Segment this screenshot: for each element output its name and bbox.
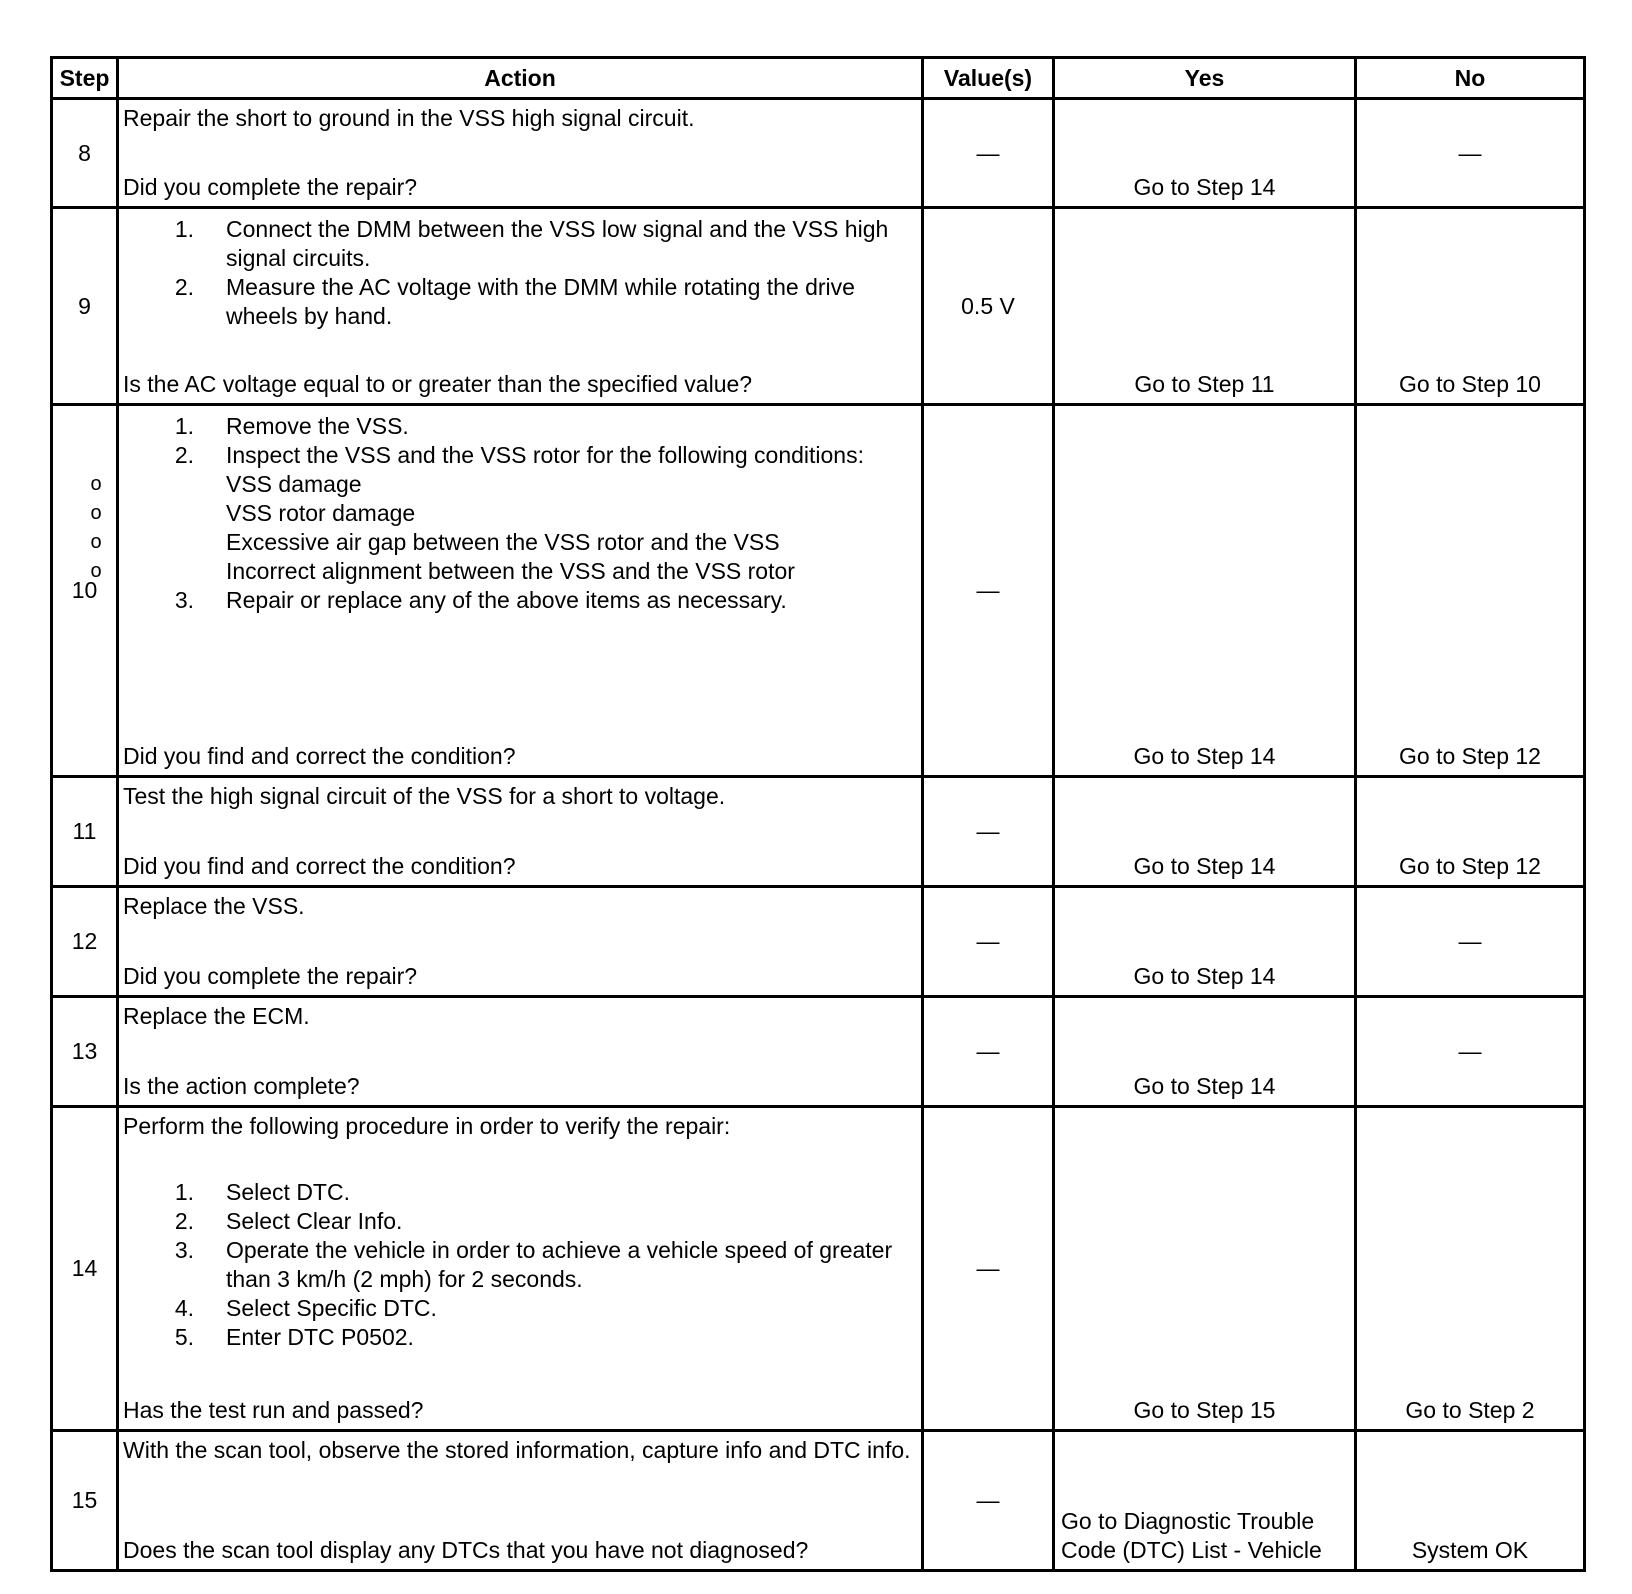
list-item: 2. Select Clear Info. (174, 1208, 403, 1234)
list-item: o Incorrect alignment between the VSS and the VSS rotor (90, 558, 795, 584)
table-row (52, 405, 1585, 777)
list-item: 3. Operate the vehicle in order to achieve a vehicle speed of greater than 3 km/h (2 mph) for 2 seconds. (174, 1237, 893, 1292)
value-cell: 0.5 V (923, 208, 1054, 405)
value-cell: — (923, 997, 1054, 1107)
action-cell (118, 997, 923, 1107)
yes-cell: Go to Step 14 (1054, 405, 1356, 777)
step-number: 13 (52, 997, 118, 1107)
table-row (52, 777, 1585, 887)
list-item: o VSS damage (90, 471, 362, 497)
value-cell: — (923, 1107, 1054, 1431)
list-item: 2. Measure the AC voltage with the DMM while rotating the drive wheels by hand. (174, 274, 855, 329)
action-question: Did you complete the repair? (123, 174, 418, 200)
no-cell: Go to Step 12 (1356, 405, 1585, 777)
action-question: Did you find and correct the condition? (123, 853, 516, 879)
action-cell (118, 887, 923, 997)
action-cell (90, 405, 923, 777)
list-item: 3. Repair or replace any of the above items as necessary. (174, 587, 787, 613)
list-item: o Excessive air gap between the VSS rotor and the VSS (90, 529, 780, 555)
action-cell (118, 1431, 923, 1571)
yes-cell: Go to Step 14 (1054, 777, 1356, 887)
no-cell: System OK (1356, 1431, 1585, 1571)
condition-list (20, 470, 917, 586)
action-text: Replace the VSS. (123, 893, 305, 919)
yes-cell: Go to Step 15 (1054, 1107, 1356, 1431)
procedure-block (123, 1112, 917, 1352)
step-number: 8 (52, 99, 118, 208)
step-number: 11 (52, 777, 118, 887)
action-text: Perform the following procedure in order to verify the repair: (123, 1113, 731, 1139)
action-question: Did you complete the repair? (123, 963, 418, 989)
action-question: Does the scan tool display any DTCs that you have not diagnosed? (123, 1537, 809, 1563)
header-yes: Yes (1054, 58, 1356, 99)
yes-cell: Go to Diagnostic Trouble Code (DTC) List - Vehicle (1054, 1431, 1356, 1571)
value-cell: — (923, 1431, 1054, 1571)
table-row (52, 887, 1585, 997)
action-text: Replace the ECM. (123, 1003, 310, 1029)
step-number: 15 (52, 1431, 118, 1571)
procedure-list (123, 215, 917, 331)
step-number: 9 (52, 208, 118, 405)
list-item: o VSS rotor damage (90, 500, 416, 526)
yes-cell: Go to Step 14 (1054, 887, 1356, 997)
list-item: 4. Select Specific DTC. (174, 1295, 437, 1321)
table-row (52, 997, 1585, 1107)
procedure-list (90, 412, 917, 615)
header-step: Step (52, 58, 118, 99)
no-cell: Go to Step 2 (1356, 1107, 1585, 1431)
value-cell: — (923, 99, 1054, 208)
table-row (52, 1431, 1585, 1571)
table-row (52, 99, 1585, 208)
action-cell (118, 1107, 923, 1431)
step-number: 10 (52, 405, 118, 777)
action-cell (118, 99, 923, 208)
no-cell: Go to Step 10 (1356, 208, 1585, 405)
action-question: Is the action complete? (123, 1073, 360, 1099)
yes-cell: Go to Step 11 (1054, 208, 1356, 405)
action-question: Has the test run and passed? (123, 1397, 424, 1423)
procedure-list (123, 1178, 917, 1352)
step-number: 14 (52, 1107, 118, 1431)
list-item: 1. Remove the VSS. (174, 413, 409, 439)
no-cell: — (1356, 887, 1585, 997)
action-question: Is the AC voltage equal to or greater than the specified value? (123, 371, 753, 397)
no-cell: — (1356, 99, 1585, 208)
header-values: Value(s) (923, 58, 1054, 99)
action-cell (118, 208, 923, 405)
list-item: 1. Connect the DMM between the VSS low signal and the VSS high signal circuits. (174, 216, 889, 271)
action-text: With the scan tool, observe the stored information, capture info and DTC info. (123, 1437, 911, 1463)
no-cell: — (1356, 997, 1585, 1107)
step-number: 12 (52, 887, 118, 997)
list-item: 2. Inspect the VSS and the VSS rotor for the following conditions: o VSS damage o VSS rotor damage o Excessive air gap between the VSS rotor and the VSS o Incorrect alignment between the VSS and the VSS rotor (123, 441, 917, 586)
value-cell: — (923, 887, 1054, 997)
header-row (52, 58, 1585, 99)
value-cell: — (923, 777, 1054, 887)
header-no: No (1356, 58, 1585, 99)
action-question: Did you find and correct the condition? (123, 743, 516, 769)
table-row (52, 1107, 1585, 1431)
header-action: Action (118, 58, 923, 99)
action-text: Repair the short to ground in the VSS high signal circuit. (123, 105, 695, 131)
diagnostic-table (50, 56, 1586, 1572)
yes-cell: Go to Step 14 (1054, 99, 1356, 208)
value-cell: — (923, 405, 1054, 777)
list-item: 1. Select DTC. (174, 1179, 350, 1205)
no-cell: Go to Step 12 (1356, 777, 1585, 887)
yes-cell: Go to Step 14 (1054, 997, 1356, 1107)
table-row (52, 208, 1585, 405)
action-cell (118, 777, 923, 887)
list-item: 5. Enter DTC P0502. (174, 1324, 414, 1350)
action-text: Test the high signal circuit of the VSS for a short to voltage. (123, 783, 726, 809)
